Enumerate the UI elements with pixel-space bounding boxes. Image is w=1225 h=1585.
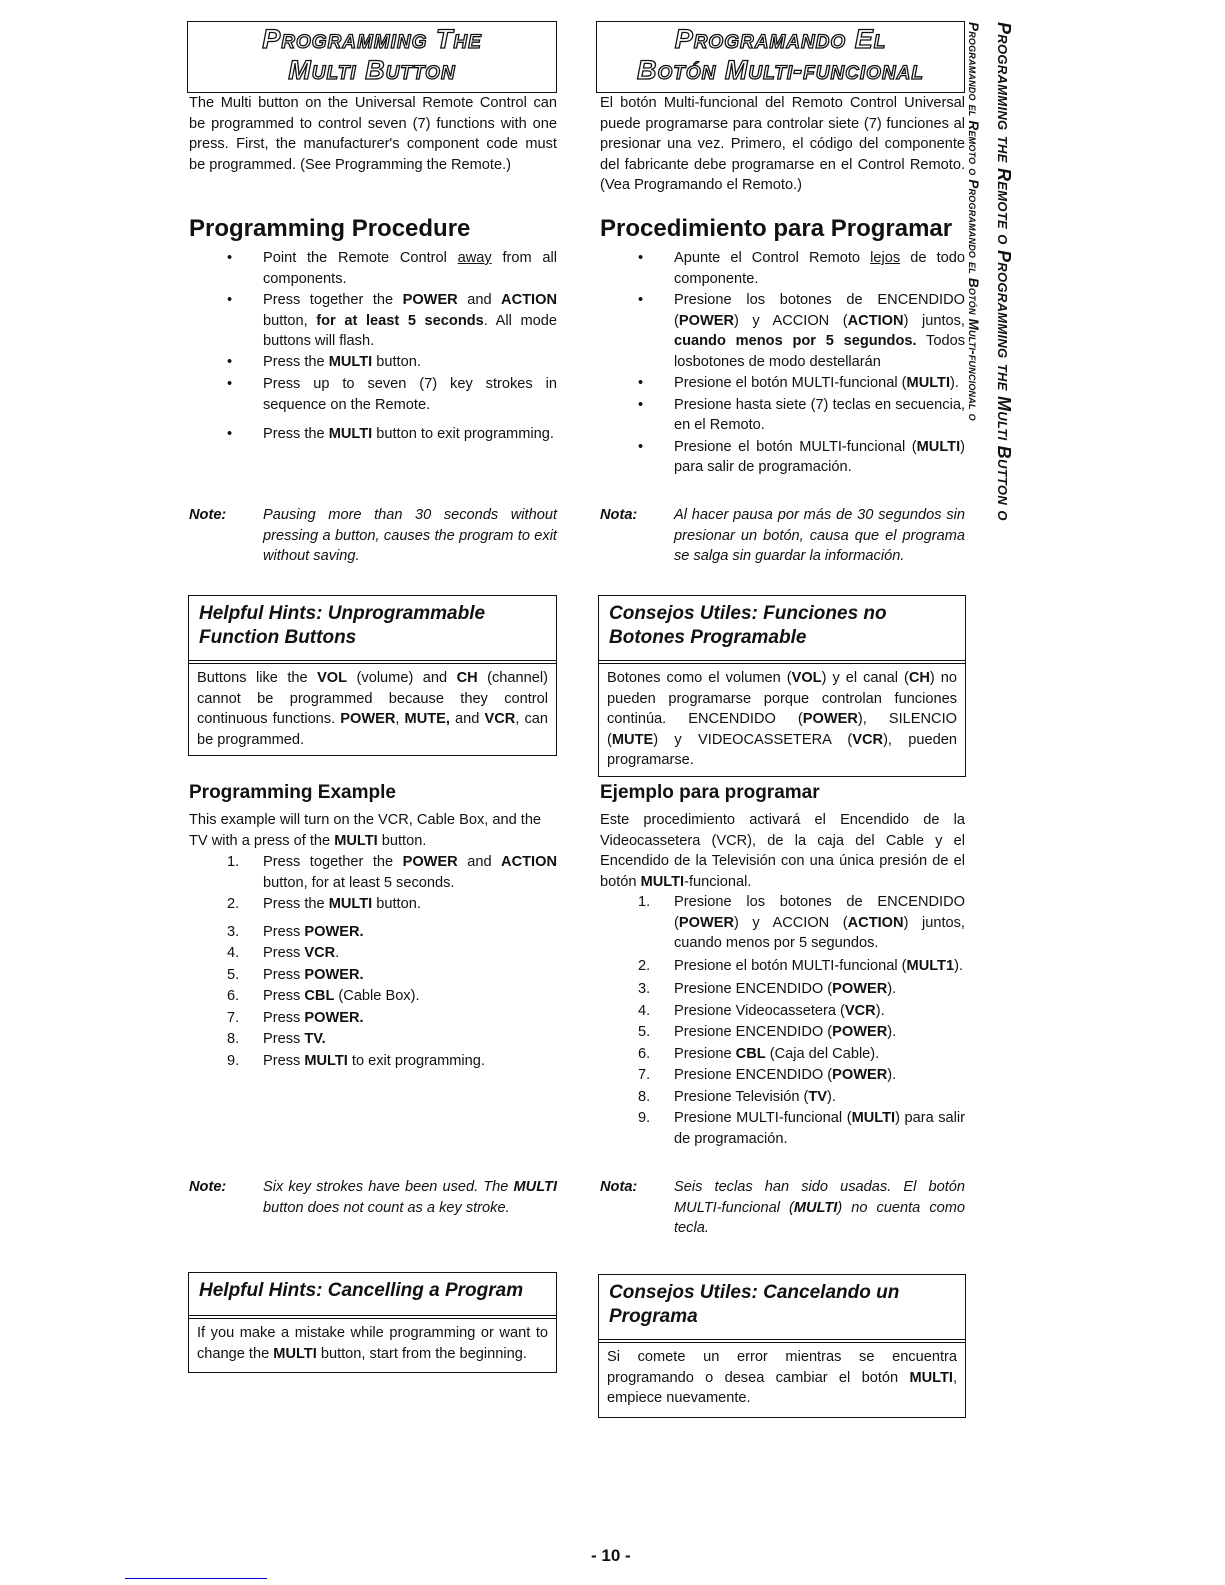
english-hint-cancelling [188, 1272, 557, 1373]
english-procedure-list [189, 248, 557, 445]
spanish-intro: El botón Multi-funcional del Remoto Control Universal puede programarse para controlar siete (7) funciones al presionar una vez. Primero, el código del componente del fabricante debe programarse en el Control Remoto. (Vea Programando el Remoto.) [600, 95, 965, 193]
spanish-hint-unprogrammable [598, 595, 966, 777]
list-item: 6. Presione CBL (Caja del Cable). [638, 1045, 880, 1062]
note-label: Nota: [600, 1179, 638, 1195]
note-text: Pausing more than 30 seconds without pressing a button, causes the program to exit without saving. [263, 507, 557, 564]
list-item: 6. Press CBL (Cable Box). [227, 988, 420, 1004]
note-text: Al hacer pausa por más de 30 segundos sin presionar un botón, causa que el programa se salga sin guardar la información. [674, 507, 965, 564]
list-item: • Press the MULTI button to exit programming. [227, 426, 554, 442]
list-item: 3. Press POWER. [227, 923, 364, 940]
note-label: Note: [189, 507, 227, 523]
spanish-example-steps [600, 892, 965, 1149]
hint-body: Buttons like the VOL (volume) and CH (channel) cannot be programmed because they control continuous functions. POWER, MUTE, and VCR, can be programmed. [197, 670, 548, 748]
spanish-procedure-note [600, 505, 965, 567]
list-item: 8. Press TV. [227, 1031, 326, 1047]
hint-title: Helpful Hints: Unprogrammable Function Buttons [189, 596, 556, 664]
spanish-title-line-1: Programando El [674, 24, 887, 54]
list-item: 9. Press MULTI to exit programming. [227, 1052, 485, 1069]
list-item: • Press up to seven (7) key strokes in sequence on the Remote. [227, 376, 557, 413]
list-item: 5. Presione ENCENDIDO (POWER). [638, 1024, 897, 1040]
list-item: • Apunte el Control Remoto lejos de todo componente. [638, 250, 966, 287]
list-item: 9. Presione MULTI-funcional (MULTI) para salir de programación. [638, 1110, 966, 1147]
english-intro: The Multi button on the Universal Remote Control can be programmed to control seven (7) functions with one press. First, the manufacturer's component code must be programmed. (See Programming the Remote.) [189, 95, 557, 173]
list-item: 7. Press POWER. [227, 1009, 364, 1026]
english-example-intro: This example will turn on the VCR, Cable Box, and the TV with a press of the MULTI button. [189, 812, 542, 849]
english-example-heading: Programming Example [189, 782, 396, 803]
link-underline [125, 1578, 267, 1579]
side-tab-inner: Programando el Remoto o Programando el Botón Multi-funcional o [966, 22, 981, 421]
spanish-title-line-2: Botón Multi-funcional [636, 55, 925, 85]
list-item: • Point the Remote Control away from all components. [227, 250, 557, 287]
english-procedure-heading: Programming Procedure [189, 215, 471, 242]
note-text: Six key strokes have been used. The MULTI button does not count as a key stroke. [263, 1179, 557, 1216]
spanish-example-intro: Este procedimiento activará el Encendido de la Videocassetera (VCR), de la caja del Cable y el Encendido de la Televisión con una única presión de el botón MULTI-funcional. [600, 812, 965, 890]
list-item: 8. Presione Televisión (TV). [638, 1088, 836, 1105]
list-item: • Presione el botón MULTI-funcional (MULTI) para salir de programación. [638, 438, 965, 475]
list-item: 4. Press VCR. [227, 945, 340, 961]
list-item: 4. Presione Videocassetera (VCR). [638, 1002, 885, 1019]
spanish-procedure-list [600, 248, 965, 478]
spanish-procedure-heading: Procedimiento para Programar [600, 215, 953, 242]
list-item: • Press the MULTI button. [227, 353, 421, 370]
list-item: • Presione los botones de ENCENDIDO (POWER) y ACCION (ACTION) juntos, cuando menos por 5 segundos. Todos losbotones de modo destellarán [638, 292, 965, 370]
list-item: • Press together the POWER and ACTION button, for at least 5 seconds. All mode buttons will flash. [227, 292, 557, 349]
note-label: Nota: [600, 507, 638, 523]
list-item: 2. Press the MULTI button. [227, 896, 421, 912]
list-item: 2. Presione el botón MULTI-funcional (MULT1). [638, 957, 964, 974]
hint-body: If you make a mistake while programming or want to change the MULTI button, start from the beginning. [197, 1325, 548, 1362]
english-example-note [189, 1177, 557, 1218]
spanish-example-heading: Ejemplo para programar [600, 782, 820, 803]
list-item: 3. Presione ENCENDIDO (POWER). [638, 981, 897, 997]
english-example-steps [189, 852, 557, 1071]
hint-title: Consejos Utiles: Cancelando un Programa [599, 1275, 965, 1343]
english-title-box [187, 21, 557, 93]
list-item: • Presione hasta siete (7) teclas en secuencia, en el Remoto. [638, 396, 965, 433]
list-item: 1. Press together the POWER and ACTION button, for at least 5 seconds. [227, 854, 557, 891]
page-number: - 10 - [591, 1546, 631, 1565]
list-item: 1. Presione los botones de ENCENDIDO (POWER) y ACCION (ACTION) juntos, cuando menos por 5 segundos. [638, 894, 965, 951]
english-hint-unprogrammable [188, 595, 557, 756]
english-procedure-note [189, 505, 557, 567]
list-item: 7. Presione ENCENDIDO (POWER). [638, 1067, 897, 1083]
hint-body: Si comete un error mientras se encuentra programando o desea cambiar el botón MULTI, empiece nuevamente. [607, 1349, 957, 1406]
list-item: • Presione el botón MULTI-funcional (MULTI). [638, 375, 959, 391]
note-label: Note: [189, 1179, 227, 1195]
english-title-line-2: Multi Button [288, 55, 456, 85]
note-text: Seis teclas han sido usadas. El botón MULTI-funcional (MULTI) no cuenta como tecla. [674, 1179, 966, 1236]
spanish-title-box [596, 21, 965, 93]
hint-body: Botones como el volumen (VOL) y el canal (CH) no pueden programarse porque controlan funciones continúa. ENCENDIDO (POWER), SILENCIO (MUTE) y VIDEOCASSETERA (VCR), pueden programarse. [607, 670, 958, 768]
spanish-hint-cancelling [598, 1274, 966, 1418]
hint-title: Consejos Utiles: Funciones no Botones Programable [599, 596, 965, 664]
english-title-line-1: Programming The [262, 24, 482, 54]
list-item: 5. Press POWER. [227, 966, 364, 983]
side-tab-outer: Programming the Remote o Programming the Multi Button o [994, 22, 1014, 521]
spanish-example-note [600, 1177, 965, 1239]
hint-title: Helpful Hints: Cancelling a Program [189, 1273, 556, 1319]
